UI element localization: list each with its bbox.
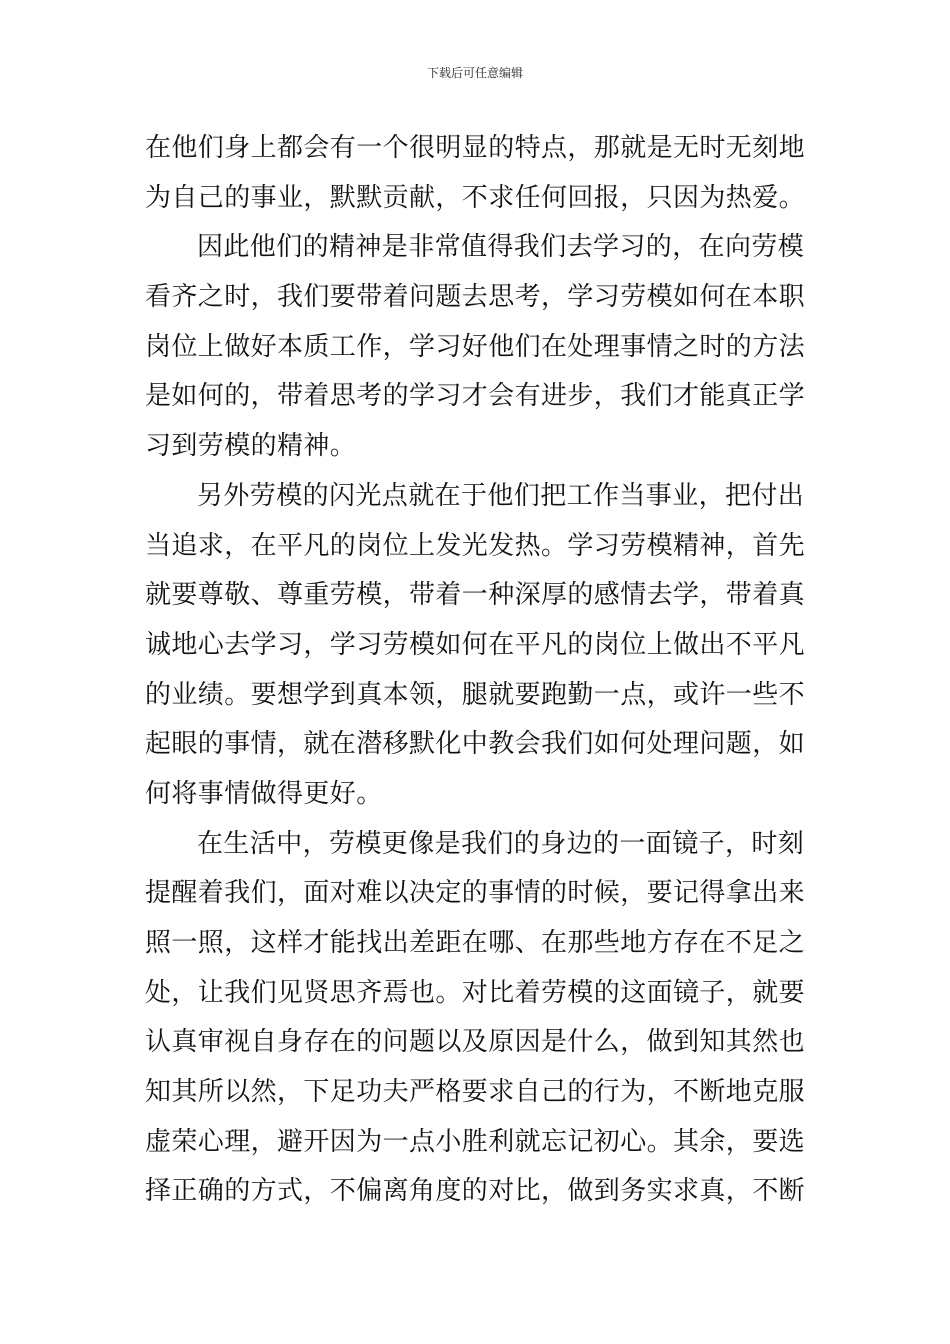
text-line: 当追求，在平凡的岗位上发光发热。学习劳模精神，首先 (145, 530, 806, 561)
text-line: 为自己的事业，默默贡献，不求任何回报，只因为热爱。 (145, 182, 806, 213)
text-line: 是如何的，带着思考的学习才会有进步，我们才能真正学 (145, 381, 806, 412)
text-line: 虚荣心理，避开因为一点小胜利就忘记初心。其余，要选 (145, 1126, 806, 1157)
paragraph-start-line: 另外劳模的闪光点就在于他们把工作当事业，把付出 (197, 480, 805, 511)
text-line: 岗位上做好本质工作，学习好他们在处理事情之时的方法 (145, 331, 806, 362)
paragraph-start-line: 因此他们的精神是非常值得我们去学习的，在向劳模 (197, 232, 805, 263)
text-line: 诚地心去学习，学习劳模如何在平凡的岗位上做出不平凡 (145, 629, 806, 660)
text-line: 处，让我们见贤思齐焉也。对比着劳模的这面镜子，就要 (145, 977, 806, 1008)
text-line: 何将事情做得更好。 (145, 778, 383, 809)
text-line: 提醒着我们，面对难以决定的事情的时候，要记得拿出来 (145, 878, 806, 909)
document-body (145, 124, 809, 1217)
paragraph-start-line: 在生活中，劳模更像是我们的身边的一面镜子，时刻 (197, 828, 805, 859)
text-line: 的业绩。要想学到真本领，腿就要跑勤一点，或许一些不 (145, 679, 806, 710)
text-line: 起眼的事情，就在潜移默化中教会我们如何处理问题，如 (145, 729, 806, 760)
text-line: 知其所以然，下足功夫严格要求自己的行为，不断地克服 (145, 1077, 806, 1108)
text-line: 认真审视自身存在的问题以及原因是什么，做到知其然也 (145, 1027, 806, 1058)
page-header: 下载后可任意编辑 (426, 66, 523, 80)
text-line: 看齐之时，我们要带着问题去思考，学习劳模如何在本职 (145, 282, 806, 313)
text-line: 就要尊敬、尊重劳模，带着一种深厚的感情去学，带着真 (145, 580, 806, 611)
text-line: 照一照，这样才能找出差距在哪、在那些地方存在不足之 (145, 928, 806, 958)
text-line: 择正确的方式，不偏离角度的对比，做到务实求真，不断 (145, 1176, 806, 1207)
text-line: 在他们身上都会有一个很明显的特点，那就是无时无刻地 (145, 133, 806, 163)
text-line: 习到劳模的精神。 (145, 431, 357, 462)
